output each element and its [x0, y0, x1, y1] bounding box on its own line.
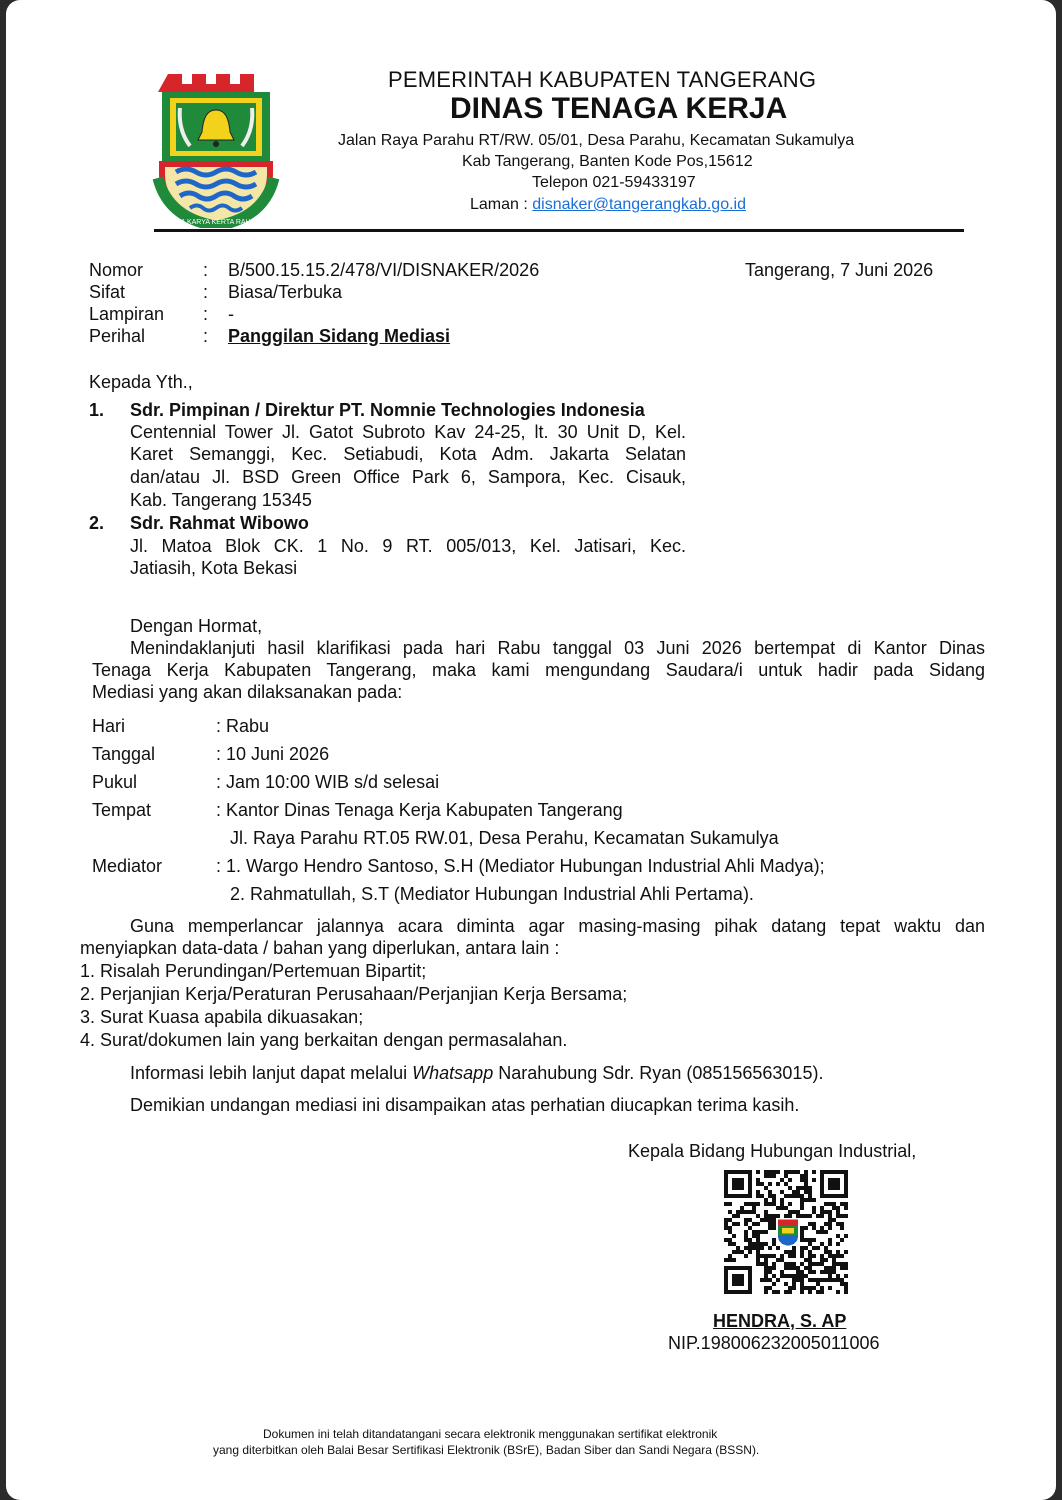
header-address-line1: Jalan Raya Parahu RT/RW. 05/01, Desa Parahu, Kecamatan Sukamulya	[338, 132, 855, 149]
letter-date: Tangerang, 7 Juni 2026	[745, 260, 934, 280]
schedule-mediator-2: 2. Rahmatullah, S.T (Mediator Hubungan Industrial Ahli Pertama).	[230, 884, 754, 904]
whatsapp-text: Whatsapp	[412, 1063, 494, 1083]
header-phone: Telepon 021-59433197	[532, 174, 696, 191]
schedule-hari-label: Hari	[92, 716, 126, 736]
schedule-tempat-label: Tempat	[92, 800, 152, 820]
perihal-label: Perihal	[89, 326, 146, 346]
header-address-line2: Kab Tangerang, Banten Kode Pos,15612	[462, 153, 753, 170]
lampiran-colon: :	[203, 304, 209, 324]
lampiran-value: -	[228, 304, 234, 324]
nomor-label: Nomor	[89, 260, 144, 280]
required-document-item: 4. Surat/dokumen lain yang berkaitan dengan permasalahan.	[80, 1030, 568, 1050]
perihal-value: Panggilan Sidang Mediasi	[228, 326, 451, 346]
schedule-pukul-label: Pukul	[92, 772, 138, 792]
required-document-item: 2. Perjanjian Kerja/Peraturan Perusahaan/Perjanjian Kerja Bersama;	[80, 984, 628, 1004]
recipient-1-address-line: Centennial Tower Jl. Gatot Subroto Kav 24-25, lt. 30 Unit D, Kel.	[130, 422, 686, 442]
paragraph-1-line: Menindaklanjuti hasil klarifikasi pada hari Rabu tanggal 03 Juni 2026 bertempat di Kantor Dinas	[130, 638, 985, 658]
website-label: Laman :	[470, 196, 528, 213]
sifat-label: Sifat	[89, 282, 126, 302]
nomor-colon: :	[203, 260, 209, 280]
schedule-mediator-1: : 1. Wargo Hendro Santoso, S.H (Mediator Hubungan Industrial Ahli Madya);	[216, 856, 825, 876]
regency-crest-logo	[150, 68, 282, 228]
contact-info-suffix: Narahubung Sdr. Ryan (085156563015).	[493, 1063, 824, 1083]
closing-statement: Demikian undangan mediasi ini disampaikan atas perhatian diucapkan terima kasih.	[130, 1095, 800, 1115]
recipient-2-name: Sdr. Rahmat Wibowo	[130, 513, 309, 533]
required-document-item: 1. Risalah Perundingan/Pertemuan Bipartit;	[80, 961, 427, 981]
lampiran-label: Lampiran	[89, 304, 165, 324]
recipient-1-address-line: dan/atau Jl. BSD Green Office Park 6, Sampora, Kec. Cisauk,	[130, 467, 686, 487]
recipient-2-number: 2.	[89, 513, 105, 533]
header-agency: DINAS TENAGA KERJA	[450, 92, 788, 125]
perihal-colon: :	[203, 326, 209, 346]
recipient-1-address-line: Karet Semanggi, Kec. Setiabudi, Kota Adm. Jakarta Selatan	[130, 444, 686, 464]
contact-info-prefix: Informasi lebih lanjut dapat melalui	[130, 1063, 413, 1083]
letterhead-divider	[154, 229, 964, 232]
schedule-tanggal-label: Tanggal	[92, 744, 156, 764]
recipient-2-address-line: Jatiasih, Kota Bekasi	[130, 558, 298, 578]
required-document-item: 3. Surat Kuasa apabila dikuasakan;	[80, 1007, 364, 1027]
sifat-value: Biasa/Terbuka	[228, 282, 343, 302]
recipient-2-address-line: Jl. Matoa Blok CK. 1 No. 9 RT. 005/013, Kel. Jatisari, Kec.	[130, 536, 686, 556]
recipient-1-name: Sdr. Pimpinan / Direktur PT. Nomnie Technologies Indonesia	[130, 400, 645, 420]
paragraph-1-line: Tenaga Kerja Kabupaten Tangerang, maka kami mengundang Saudara/i untuk hadir pada Sidang	[92, 660, 985, 680]
schedule-mediator-label: Mediator	[92, 856, 163, 876]
schedule-tempat-address: Jl. Raya Parahu RT.05 RW.01, Desa Perahu, Kecamatan Sukamulya	[230, 828, 779, 848]
header-government: PEMERINTAH KABUPATEN TANGERANG	[388, 67, 817, 92]
contact-info	[130, 1062, 823, 1084]
schedule-pukul-value: : Jam 10:00 WIB s/d selesai	[216, 772, 440, 792]
nomor-value: B/500.15.15.2/478/VI/DISNAKER/2026	[228, 260, 540, 280]
crest-motto: SATYA KARYA KERTA RAHARJA	[163, 219, 269, 226]
qr-code-signature	[724, 1170, 848, 1294]
paragraph-1-line: Mediasi yang akan dilaksanakan pada:	[92, 682, 403, 702]
letter-page	[6, 0, 1056, 1500]
signatory-nip: NIP.198006232005011006	[668, 1333, 880, 1353]
recipient-1-address-line: Kab. Tangerang 15345	[130, 490, 312, 510]
schedule-tanggal-value: : 10 Juni 2026	[216, 744, 330, 764]
schedule-hari-value: : Rabu	[216, 716, 270, 736]
sifat-colon: :	[203, 282, 209, 302]
paragraph-2-line: menyiapkan data-data / bahan yang diperlukan, antara lain :	[80, 938, 560, 958]
website-link[interactable]: disnaker@tangerangkab.go.id	[532, 196, 746, 213]
schedule-tempat-value: : Kantor Dinas Tenaga Kerja Kabupaten Tangerang	[216, 800, 623, 820]
recipient-1-number: 1.	[89, 400, 105, 420]
header-website	[470, 196, 746, 214]
signatory-name: HENDRA, S. AP	[713, 1311, 847, 1331]
salutation: Dengan Hormat,	[130, 616, 263, 636]
signatory-title: Kepala Bidang Hubungan Industrial,	[628, 1141, 917, 1161]
footer-line1: Dokumen ini telah ditandatangani secara elektronik menggunakan sertifikat elektronik	[263, 1427, 718, 1441]
paragraph-2-line: Guna memperlancar jalannya acara diminta agar masing-masing pihak datang tepat waktu dan	[130, 916, 985, 936]
footer-line2: yang diterbitkan oleh Balai Besar Sertifikasi Elektronik (BSrE), Badan Siber dan Sandi Negara (BSSN).	[213, 1443, 760, 1457]
recipient-greeting: Kepada Yth.,	[89, 372, 193, 392]
